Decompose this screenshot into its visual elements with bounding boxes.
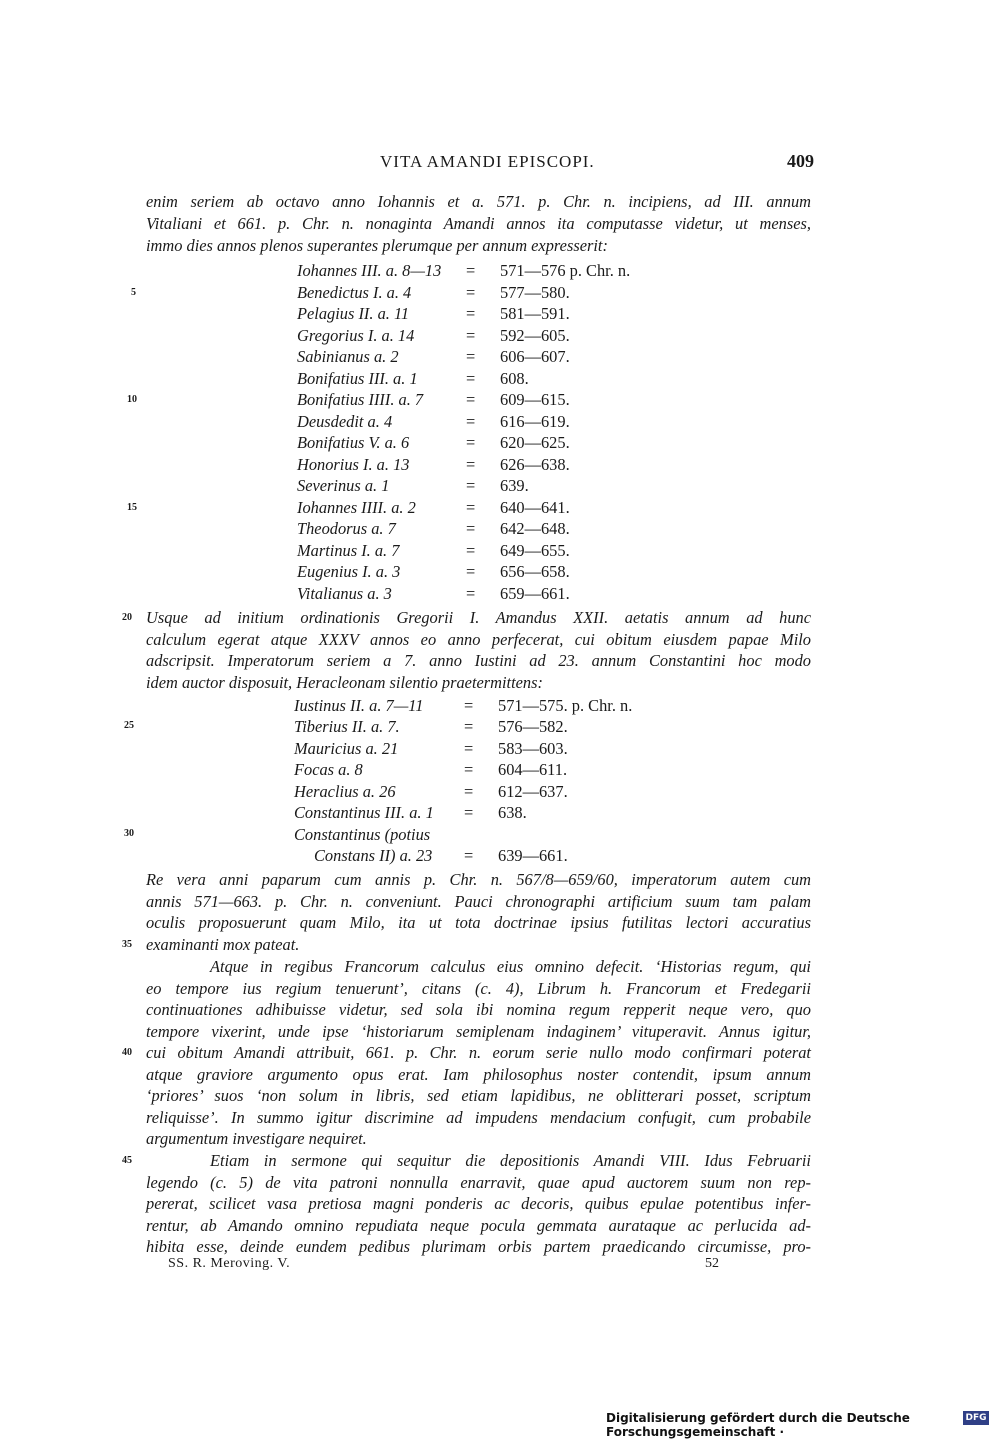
text-line: pererat, scilicet vasa pretiosa magni ponderis ac decoris, quibus epulae potentibus infer- (146, 1194, 811, 1213)
text-line: enim seriem ab octavo anno Iohannis et a. 571. p. Chr. n. incipiens, ad III. annum (146, 192, 811, 211)
text-line: idem auctor disposuit, Heracleonam silentio praetermittens: (146, 673, 543, 692)
line-number: 35 (122, 939, 132, 950)
year-range: 571—576 p. Chr. n. (500, 261, 631, 280)
year-range: 620—625. (500, 433, 570, 452)
text-line: cui obitum Amandi attribuit, 661. p. Chr. n. eorum serie nullo modo confirmari poterat (146, 1043, 811, 1062)
text-line: oculis proposuerunt quam Milo, ita ut tota doctrinae ipsius futilitas lectori accuratius (146, 913, 811, 932)
text-line: continuationes adhibuisse videtur, sed sola ibi nomina regum repperit neque vero, quo (146, 1000, 811, 1019)
pope-name: Iohannes III. a. 8—13 (297, 261, 442, 280)
text-line: ‘priores’ suos ‘non solum in libris, sed etiam lapidibus, ne oblitterari posset, scriptum (146, 1086, 811, 1105)
equals-sign: = (466, 562, 476, 581)
page-number: 409 (787, 151, 814, 171)
pope-name: Gregorius I. a. 14 (297, 326, 415, 345)
line-number: 40 (122, 1047, 132, 1058)
pope-name: Bonifatius V. a. 6 (297, 433, 410, 452)
emperor-name: Mauricius a. 21 (294, 739, 399, 758)
text-line: tempore vixerint, unde ipse ‘historiarum semiplenam indaginem’ vituperavit. Annus igitur, (146, 1022, 811, 1041)
text-line: legendo (c. 5) de vita patroni nonnulla enarravit, quae apud auctorem suum non rep- (146, 1173, 811, 1192)
pope-name: Benedictus I. a. 4 (297, 283, 412, 302)
equals-sign: = (466, 519, 476, 538)
equals-sign: = (466, 369, 476, 388)
pope-name: Deusdedit a. 4 (297, 412, 393, 431)
pope-name: Martinus I. a. 7 (297, 541, 400, 560)
pope-name: Severinus a. 1 (297, 476, 390, 495)
equals-sign: = (464, 782, 474, 801)
text-line: calculum egerat atque XXXV annos eo anno perfecerat, cui obitum eiusdem papae Milo (146, 630, 811, 649)
equals-sign: = (466, 541, 476, 560)
pope-name: Iohannes IIII. a. 2 (297, 498, 416, 517)
year-range: 656—658. (500, 562, 570, 581)
text-line: atque graviore argumento opus erat. Iam philosophus noster contendit, ipsum annum (146, 1065, 811, 1084)
year-range: 606—607. (500, 347, 570, 366)
year-range: 583—603. (498, 739, 568, 758)
dfg-logo-badge: DFG (963, 1411, 989, 1425)
text-line: eo tempore ius regium tenuerunt’, citans (c. 4), Librum h. Francorum et Fredegarii (146, 979, 811, 998)
equals-sign: = (464, 760, 474, 779)
emperor-name: Focas a. 8 (294, 760, 363, 779)
text-line: annis 571—663. p. Chr. n. conveniunt. Pauci chronographi artificium suum tam palam (146, 892, 811, 911)
year-range: 577—580. (500, 283, 570, 302)
emperor-name: Constans II) a. 23 (314, 846, 433, 865)
equals-sign: = (464, 696, 474, 715)
year-range: 616—619. (500, 412, 570, 431)
year-range: 581—591. (500, 304, 570, 323)
equals-sign: = (466, 455, 476, 474)
pope-name: Bonifatius III. a. 1 (297, 369, 418, 388)
line-number: 15 (127, 502, 137, 513)
text-line: argumentum investigare nequiret. (146, 1129, 367, 1148)
year-range: 608. (500, 369, 529, 388)
year-range: 609—615. (500, 390, 570, 409)
text-line: reliquisse’. In summo igitur discrimine ad impudens mendacium confugit, cum probabile (146, 1108, 811, 1127)
text-line: Vitaliani et 661. p. Chr. n. nonaginta Amandi annos ita computasse videtur, ut menses, (146, 214, 811, 233)
year-range: 639—661. (498, 846, 568, 865)
year-range: 638. (498, 803, 527, 822)
year-range: 640—641. (500, 498, 570, 517)
pope-name: Honorius I. a. 13 (297, 455, 410, 474)
equals-sign: = (466, 476, 476, 495)
signature-mark: SS. R. Meroving. V. (168, 1256, 291, 1271)
equals-sign: = (466, 304, 476, 323)
equals-sign: = (466, 347, 476, 366)
year-range: 642—648. (500, 519, 570, 538)
year-range: 571—575. p. Chr. n. (498, 696, 633, 715)
sheet-number: 52 (705, 1256, 719, 1271)
text-line: adscripsit. Imperatorum seriem a 7. anno Iustini ad 23. annum Constantini hoc modo (146, 651, 811, 670)
year-range: 626—638. (500, 455, 570, 474)
line-number: 5 (131, 287, 136, 298)
year-range: 576—582. (498, 717, 568, 736)
year-range: 639. (500, 476, 529, 495)
line-number: 30 (124, 828, 134, 839)
pope-name: Sabinianus a. 2 (297, 347, 399, 366)
line-number: 20 (122, 612, 132, 623)
text-line: examinanti mox pateat. (146, 935, 300, 954)
pope-name: Theodorus a. 7 (297, 519, 396, 538)
equals-sign: = (466, 498, 476, 517)
emperor-name: Constantinus (potius (294, 825, 431, 844)
equals-sign: = (466, 584, 476, 603)
pope-name: Bonifatius IIII. a. 7 (297, 390, 424, 409)
text-line: Atque in regibus Francorum calculus eius omnino defecit. ‘Historias regum, qui (210, 957, 811, 976)
year-range: 604—611. (498, 760, 568, 779)
equals-sign: = (466, 326, 476, 345)
text-line: Re vera anni paparum cum annis p. Chr. n. 567/8—659/60, imperatorum autem cum (146, 870, 811, 889)
equals-sign: = (464, 846, 474, 865)
year-range: 649—655. (500, 541, 570, 560)
line-number: 25 (124, 720, 134, 731)
emperor-name: Constantinus III. a. 1 (294, 803, 434, 822)
equals-sign: = (464, 739, 474, 758)
text-line: immo dies annos plenos superantes plerumque per annum expresserit: (146, 236, 608, 255)
equals-sign: = (466, 283, 476, 302)
equals-sign: = (466, 433, 476, 452)
text-line: Usque ad initium ordinationis Gregorii I. Amandus XXII. aetatis annum ad hunc (146, 608, 811, 627)
year-range: 659—661. (500, 584, 570, 603)
emperor-name: Tiberius II. a. 7. (294, 717, 400, 736)
line-number: 45 (122, 1155, 132, 1166)
equals-sign: = (466, 412, 476, 431)
emperor-name: Heraclius a. 26 (294, 782, 396, 801)
equals-sign: = (466, 261, 476, 280)
running-head: VITA AMANDI EPISCOPI. (380, 152, 595, 171)
funding-notice: Digitalisierung gefördert durch die Deutsche Forschungsgemeinschaft · (606, 1411, 910, 1439)
equals-sign: = (466, 390, 476, 409)
pope-name: Vitalianus a. 3 (297, 584, 392, 603)
emperor-name: Iustinus II. a. 7—11 (294, 696, 424, 715)
text-line: Etiam in sermone qui sequitur die depositionis Amandi VIII. Idus Februarii (210, 1151, 811, 1170)
text-line: rentur, ab Amando omnino repudiata neque pocula gemmata aurataque ac perlucida ad- (146, 1216, 811, 1235)
line-number: 10 (127, 394, 137, 405)
year-range: 592—605. (500, 326, 570, 345)
year-range: 612—637. (498, 782, 568, 801)
equals-sign: = (464, 803, 474, 822)
pope-name: Eugenius I. a. 3 (297, 562, 401, 581)
equals-sign: = (464, 717, 474, 736)
text-line: hibita esse, deinde eundem pedibus plurimam orbis partem praedicando circumisse, pro- (146, 1237, 811, 1256)
pope-name: Pelagius II. a. 11 (297, 304, 410, 323)
